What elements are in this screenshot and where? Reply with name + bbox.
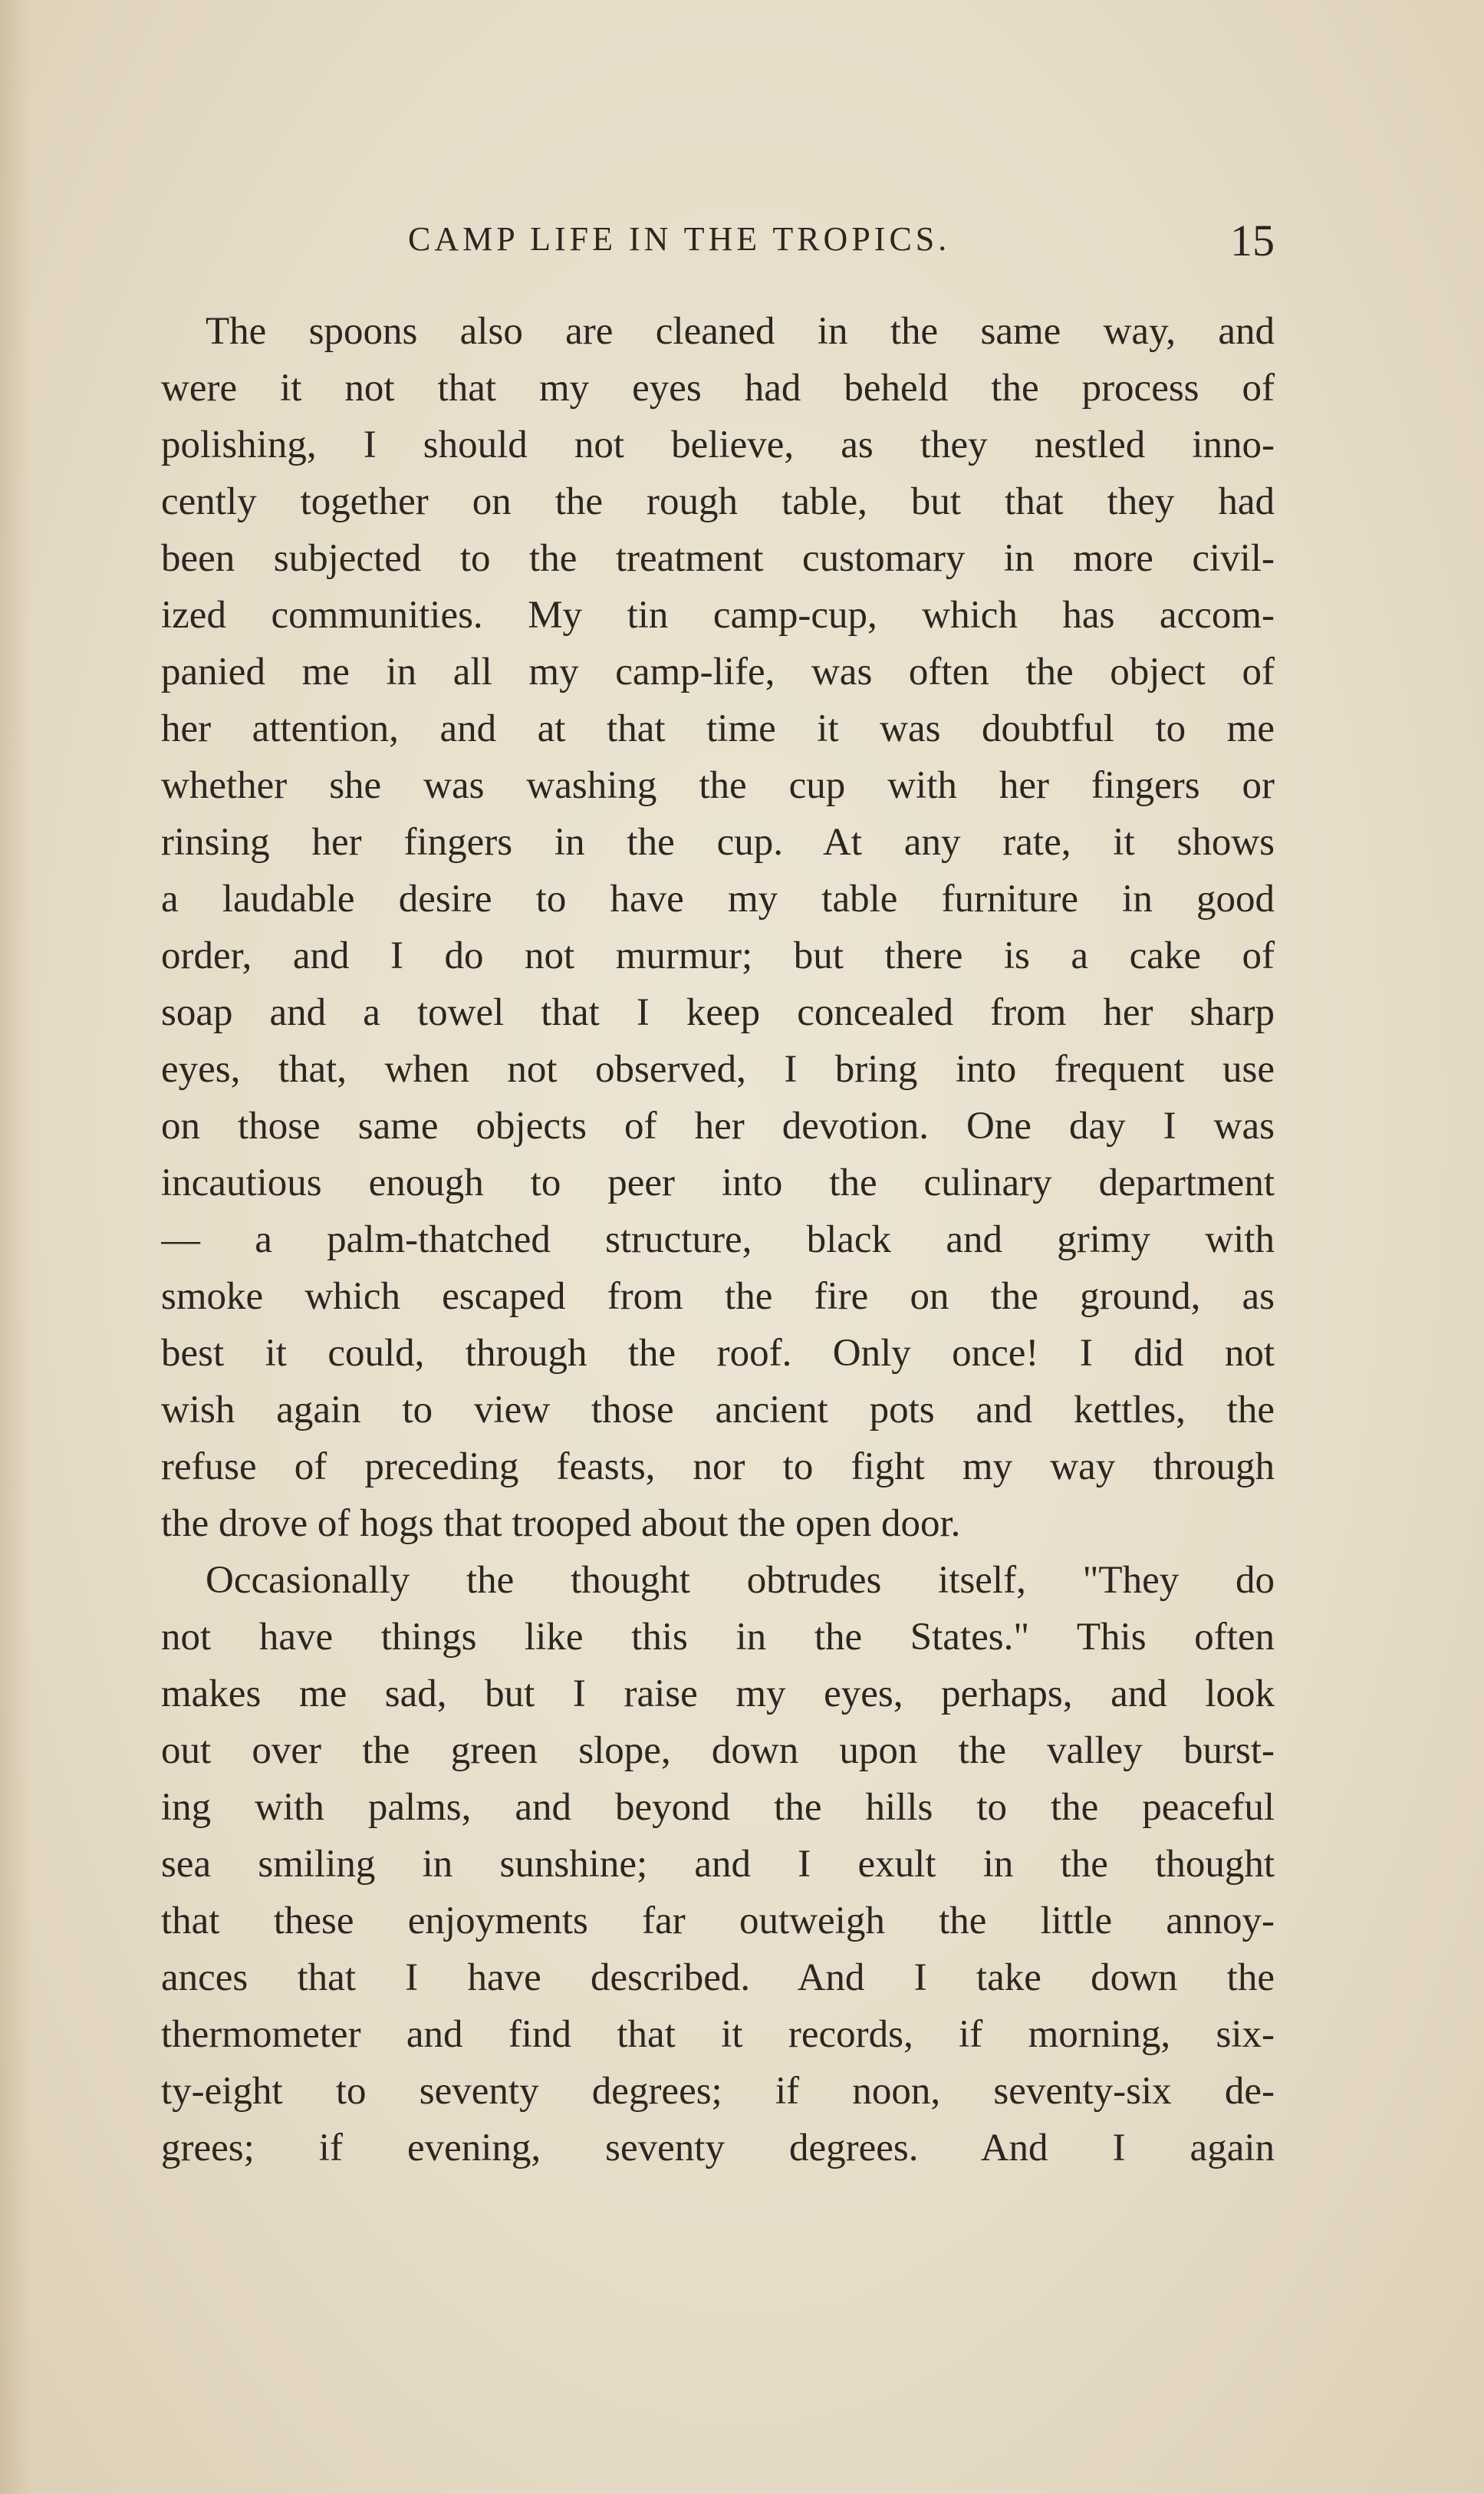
text-line: her attention, and at that time it was doubtful to me	[161, 707, 1275, 750]
text-line: order, and I do not murmur; but there is a cake of	[161, 934, 1275, 977]
text-line: been subjected to the treatment customary in more civil-	[161, 537, 1275, 580]
text-line: ized communities. My tin camp-cup, which has accom-	[161, 594, 1275, 637]
page-number: 15	[1230, 216, 1275, 265]
text-line: Occasionally the thought obtrudes itself, "They do	[206, 1559, 1275, 1602]
text-line: best it could, through the roof. Only once! I did not	[161, 1332, 1275, 1375]
text-line: eyes, that, when not observed, I bring into frequent use	[161, 1048, 1275, 1091]
text-line: thermometer and find that it records, if morning, six-	[161, 2013, 1275, 2056]
text-line: incautious enough to peer into the culinary department	[161, 1161, 1275, 1204]
text-line: ty-eight to seventy degrees; if noon, seventy-six de-	[161, 2070, 1275, 2113]
running-title: CAMP LIFE IN THE TROPICS.	[408, 220, 951, 258]
page-header	[161, 215, 1275, 269]
text-line: whether she was washing the cup with her fingers or	[161, 764, 1275, 807]
text-line: The spoons also are cleaned in the same way, and	[206, 310, 1275, 353]
text-line: refuse of preceding feasts, nor to fight my way through	[161, 1445, 1275, 1488]
text-line: smoke which escaped from the fire on the ground, as	[161, 1275, 1275, 1318]
text-line: were it not that my eyes had beheld the process of	[161, 367, 1275, 410]
text-line: the drove of hogs that trooped about the open door.	[161, 1502, 961, 1545]
text-line: ing with palms, and beyond the hills to the peaceful	[161, 1786, 1275, 1829]
text-line: makes me sad, but I raise my eyes, perhaps, and look	[161, 1672, 1275, 1715]
text-line: polishing, I should not believe, as they nestled inno-	[161, 423, 1275, 466]
text-line: a laudable desire to have my table furniture in good	[161, 878, 1275, 921]
text-line: that these enjoyments far outweigh the little annoy-	[161, 1899, 1275, 1942]
text-line: ances that I have described. And I take down the	[161, 1956, 1275, 1999]
body-text	[161, 303, 1275, 2176]
text-line: — a palm-thatched structure, black and grimy with	[161, 1218, 1275, 1261]
text-line: sea smiling in sunshine; and I exult in the thought	[161, 1843, 1275, 1886]
text-line: cently together on the rough table, but that they had	[161, 480, 1275, 523]
text-line: on those same objects of her devotion. One day I was	[161, 1105, 1275, 1148]
text-line: wish again to view those ancient pots and kettles, the	[161, 1389, 1275, 1431]
text-line: grees; if evening, seventy degrees. And I again	[161, 2127, 1275, 2169]
text-line: not have things like this in the States." This often	[161, 1616, 1275, 1659]
text-line: rinsing her fingers in the cup. At any rate, it shows	[161, 821, 1275, 864]
page-edge-shadow	[0, 0, 31, 2494]
text-line: out over the green slope, down upon the valley burst-	[161, 1729, 1275, 1772]
text-line: panied me in all my camp-life, was often the object of	[161, 651, 1275, 694]
text-line: soap and a towel that I keep concealed from her sharp	[161, 991, 1275, 1034]
